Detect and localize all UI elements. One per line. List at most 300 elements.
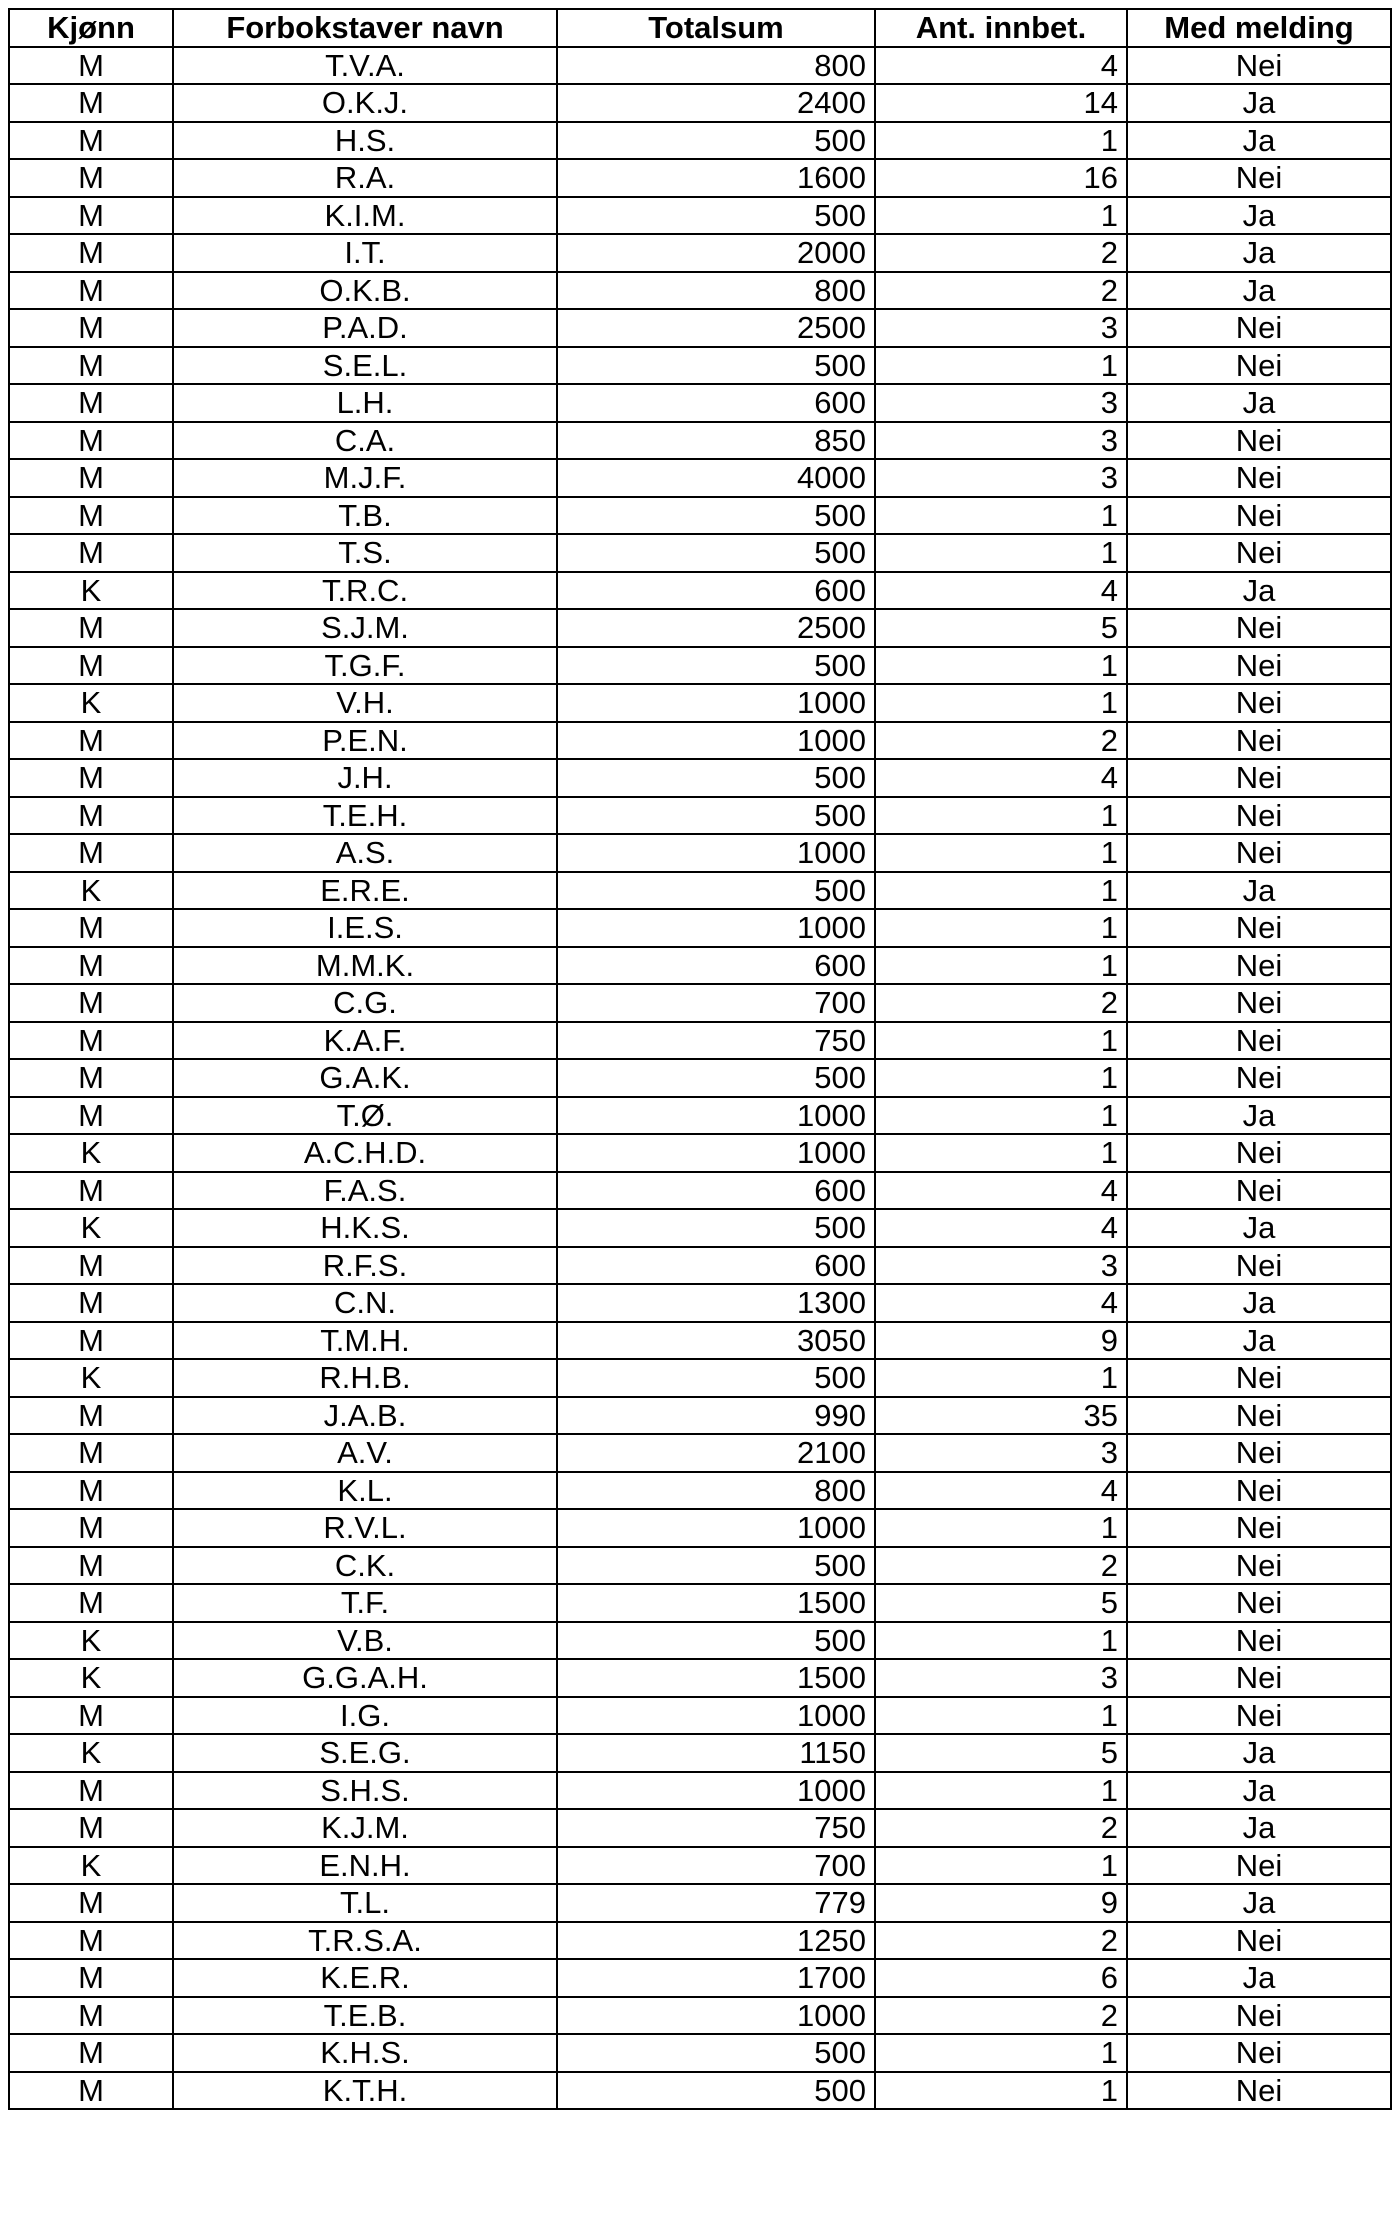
cell-kjonn: M [9, 384, 173, 422]
cell-kjonn: M [9, 1884, 173, 1922]
cell-totalsum: 779 [557, 1884, 875, 1922]
table-row [9, 1247, 1391, 1285]
cell-totalsum: 750 [557, 1022, 875, 1060]
cell-med-melding: Nei [1127, 1847, 1391, 1885]
cell-ant-innbet: 1 [875, 909, 1127, 947]
cell-med-melding: Nei [1127, 1659, 1391, 1697]
cell-med-melding: Nei [1127, 759, 1391, 797]
table-row [9, 497, 1391, 535]
table-row [9, 1697, 1391, 1735]
cell-ant-innbet: 4 [875, 572, 1127, 610]
cell-totalsum: 2100 [557, 1434, 875, 1472]
cell-med-melding: Ja [1127, 1809, 1391, 1847]
cell-med-melding: Nei [1127, 497, 1391, 535]
cell-kjonn: M [9, 197, 173, 235]
cell-ant-innbet: 1 [875, 834, 1127, 872]
cell-ant-innbet: 2 [875, 234, 1127, 272]
header-ant-innbet: Ant. innbet. [875, 9, 1127, 47]
cell-totalsum: 1000 [557, 909, 875, 947]
cell-kjonn: M [9, 234, 173, 272]
cell-forbokstaver-navn: O.K.B. [173, 272, 557, 310]
cell-forbokstaver-navn: P.E.N. [173, 722, 557, 760]
table-row [9, 1959, 1391, 1997]
cell-forbokstaver-navn: E.N.H. [173, 1847, 557, 1885]
cell-med-melding: Ja [1127, 872, 1391, 910]
cell-ant-innbet: 3 [875, 384, 1127, 422]
table-row [9, 234, 1391, 272]
cell-med-melding: Nei [1127, 1509, 1391, 1547]
cell-totalsum: 500 [557, 197, 875, 235]
cell-med-melding: Ja [1127, 384, 1391, 422]
cell-totalsum: 800 [557, 1472, 875, 1510]
table-row [9, 159, 1391, 197]
table-row [9, 197, 1391, 235]
cell-totalsum: 4000 [557, 459, 875, 497]
cell-forbokstaver-navn: K.L. [173, 1472, 557, 1510]
cell-forbokstaver-navn: S.H.S. [173, 1772, 557, 1810]
cell-med-melding: Ja [1127, 1959, 1391, 1997]
cell-forbokstaver-navn: T.S. [173, 534, 557, 572]
cell-totalsum: 1000 [557, 1997, 875, 2035]
table-row [9, 909, 1391, 947]
cell-totalsum: 600 [557, 1247, 875, 1285]
cell-med-melding: Nei [1127, 684, 1391, 722]
cell-totalsum: 800 [557, 272, 875, 310]
cell-ant-innbet: 1 [875, 647, 1127, 685]
table-row [9, 347, 1391, 385]
cell-ant-innbet: 6 [875, 1959, 1127, 1997]
cell-forbokstaver-navn: M.J.F. [173, 459, 557, 497]
cell-ant-innbet: 1 [875, 684, 1127, 722]
cell-forbokstaver-navn: T.R.C. [173, 572, 557, 610]
cell-ant-innbet: 5 [875, 1584, 1127, 1622]
cell-forbokstaver-navn: T.L. [173, 1884, 557, 1922]
cell-ant-innbet: 16 [875, 159, 1127, 197]
cell-ant-innbet: 1 [875, 947, 1127, 985]
cell-kjonn: K [9, 1359, 173, 1397]
cell-med-melding: Nei [1127, 2072, 1391, 2110]
cell-kjonn: M [9, 1772, 173, 1810]
cell-med-melding: Nei [1127, 1697, 1391, 1735]
cell-totalsum: 500 [557, 2034, 875, 2072]
cell-forbokstaver-navn: R.F.S. [173, 1247, 557, 1285]
cell-med-melding: Nei [1127, 1359, 1391, 1397]
cell-med-melding: Nei [1127, 47, 1391, 85]
cell-ant-innbet: 1 [875, 1134, 1127, 1172]
cell-totalsum: 1150 [557, 1734, 875, 1772]
cell-ant-innbet: 4 [875, 47, 1127, 85]
cell-forbokstaver-navn: E.R.E. [173, 872, 557, 910]
cell-totalsum: 500 [557, 1209, 875, 1247]
cell-ant-innbet: 2 [875, 722, 1127, 760]
header-med-melding: Med melding [1127, 9, 1391, 47]
cell-ant-innbet: 4 [875, 1209, 1127, 1247]
cell-ant-innbet: 1 [875, 2072, 1127, 2110]
cell-forbokstaver-navn: S.E.L. [173, 347, 557, 385]
table-row [9, 1509, 1391, 1547]
table-row [9, 1547, 1391, 1585]
cell-forbokstaver-navn: K.E.R. [173, 1959, 557, 1997]
cell-forbokstaver-navn: M.M.K. [173, 947, 557, 985]
cell-forbokstaver-navn: S.J.M. [173, 609, 557, 647]
cell-totalsum: 1000 [557, 1134, 875, 1172]
cell-kjonn: M [9, 1284, 173, 1322]
table-row [9, 1922, 1391, 1960]
cell-kjonn: K [9, 1622, 173, 1660]
cell-kjonn: M [9, 609, 173, 647]
cell-totalsum: 750 [557, 1809, 875, 1847]
cell-kjonn: K [9, 1134, 173, 1172]
cell-kjonn: M [9, 834, 173, 872]
cell-ant-innbet: 35 [875, 1397, 1127, 1435]
cell-med-melding: Nei [1127, 1059, 1391, 1097]
cell-med-melding: Nei [1127, 834, 1391, 872]
cell-forbokstaver-navn: P.A.D. [173, 309, 557, 347]
table-row [9, 984, 1391, 1022]
cell-med-melding: Ja [1127, 272, 1391, 310]
cell-med-melding: Nei [1127, 347, 1391, 385]
table-row [9, 1359, 1391, 1397]
cell-totalsum: 1250 [557, 1922, 875, 1960]
table-row [9, 947, 1391, 985]
cell-kjonn: M [9, 1322, 173, 1360]
cell-ant-innbet: 14 [875, 84, 1127, 122]
cell-forbokstaver-navn: O.K.J. [173, 84, 557, 122]
cell-totalsum: 1000 [557, 834, 875, 872]
cell-totalsum: 3050 [557, 1322, 875, 1360]
cell-forbokstaver-navn: T.R.S.A. [173, 1922, 557, 1960]
cell-kjonn: M [9, 1247, 173, 1285]
cell-med-melding: Ja [1127, 1097, 1391, 1135]
cell-ant-innbet: 1 [875, 497, 1127, 535]
cell-forbokstaver-navn: T.B. [173, 497, 557, 535]
cell-kjonn: M [9, 1059, 173, 1097]
table-row [9, 309, 1391, 347]
cell-kjonn: M [9, 759, 173, 797]
cell-kjonn: M [9, 534, 173, 572]
cell-ant-innbet: 4 [875, 1284, 1127, 1322]
donation-table [8, 8, 1392, 2110]
cell-med-melding: Nei [1127, 1247, 1391, 1285]
cell-ant-innbet: 3 [875, 309, 1127, 347]
cell-ant-innbet: 9 [875, 1322, 1127, 1360]
cell-ant-innbet: 1 [875, 872, 1127, 910]
cell-ant-innbet: 3 [875, 1247, 1127, 1285]
cell-forbokstaver-navn: G.G.A.H. [173, 1659, 557, 1697]
cell-forbokstaver-navn: A.S. [173, 834, 557, 872]
cell-totalsum: 1700 [557, 1959, 875, 1997]
cell-forbokstaver-navn: R.V.L. [173, 1509, 557, 1547]
cell-kjonn: M [9, 422, 173, 460]
cell-forbokstaver-navn: I.T. [173, 234, 557, 272]
cell-ant-innbet: 1 [875, 1622, 1127, 1660]
cell-med-melding: Nei [1127, 797, 1391, 835]
cell-kjonn: K [9, 1659, 173, 1697]
cell-med-melding: Nei [1127, 609, 1391, 647]
cell-forbokstaver-navn: K.T.H. [173, 2072, 557, 2110]
table-row [9, 47, 1391, 85]
cell-forbokstaver-navn: C.G. [173, 984, 557, 1022]
cell-kjonn: K [9, 684, 173, 722]
cell-med-melding: Ja [1127, 1772, 1391, 1810]
cell-totalsum: 500 [557, 759, 875, 797]
cell-ant-innbet: 9 [875, 1884, 1127, 1922]
cell-kjonn: K [9, 1734, 173, 1772]
cell-kjonn: M [9, 459, 173, 497]
cell-med-melding: Nei [1127, 422, 1391, 460]
table-row [9, 1884, 1391, 1922]
table-row [9, 2072, 1391, 2110]
cell-kjonn: M [9, 1547, 173, 1585]
cell-ant-innbet: 2 [875, 1997, 1127, 2035]
cell-med-melding: Nei [1127, 1134, 1391, 1172]
cell-forbokstaver-navn: L.H. [173, 384, 557, 422]
cell-ant-innbet: 2 [875, 1809, 1127, 1847]
cell-forbokstaver-navn: V.B. [173, 1622, 557, 1660]
cell-kjonn: M [9, 1997, 173, 2035]
header-forbokstaver-navn: Forbokstaver navn [173, 9, 557, 47]
cell-totalsum: 500 [557, 122, 875, 160]
table-row [9, 1134, 1391, 1172]
cell-totalsum: 500 [557, 1359, 875, 1397]
cell-totalsum: 1500 [557, 1584, 875, 1622]
cell-med-melding: Ja [1127, 1322, 1391, 1360]
cell-totalsum: 990 [557, 1397, 875, 1435]
cell-ant-innbet: 1 [875, 1847, 1127, 1885]
cell-totalsum: 2500 [557, 609, 875, 647]
cell-med-melding: Ja [1127, 1284, 1391, 1322]
table-row [9, 1847, 1391, 1885]
table-row [9, 872, 1391, 910]
cell-forbokstaver-navn: C.A. [173, 422, 557, 460]
cell-kjonn: M [9, 1172, 173, 1210]
cell-med-melding: Nei [1127, 1997, 1391, 2035]
cell-kjonn: M [9, 309, 173, 347]
cell-totalsum: 500 [557, 872, 875, 910]
cell-kjonn: M [9, 1697, 173, 1735]
table-row [9, 1472, 1391, 1510]
cell-forbokstaver-navn: F.A.S. [173, 1172, 557, 1210]
cell-forbokstaver-navn: J.H. [173, 759, 557, 797]
cell-forbokstaver-navn: T.E.B. [173, 1997, 557, 2035]
table-row [9, 1397, 1391, 1435]
cell-med-melding: Nei [1127, 722, 1391, 760]
table-row [9, 1772, 1391, 1810]
cell-med-melding: Nei [1127, 2034, 1391, 2072]
cell-forbokstaver-navn: T.V.A. [173, 47, 557, 85]
cell-totalsum: 500 [557, 647, 875, 685]
header-row [9, 9, 1391, 47]
cell-med-melding: Nei [1127, 534, 1391, 572]
cell-forbokstaver-navn: R.H.B. [173, 1359, 557, 1397]
table-row [9, 1659, 1391, 1697]
cell-ant-innbet: 1 [875, 1059, 1127, 1097]
cell-forbokstaver-navn: R.A. [173, 159, 557, 197]
cell-forbokstaver-navn: I.G. [173, 1697, 557, 1735]
cell-ant-innbet: 2 [875, 1547, 1127, 1585]
cell-forbokstaver-navn: V.H. [173, 684, 557, 722]
cell-totalsum: 1000 [557, 1097, 875, 1135]
cell-kjonn: M [9, 347, 173, 385]
table-row [9, 1322, 1391, 1360]
cell-kjonn: M [9, 722, 173, 760]
cell-med-melding: Ja [1127, 1209, 1391, 1247]
cell-ant-innbet: 2 [875, 1922, 1127, 1960]
cell-kjonn: M [9, 947, 173, 985]
cell-ant-innbet: 3 [875, 422, 1127, 460]
cell-forbokstaver-navn: C.N. [173, 1284, 557, 1322]
cell-kjonn: M [9, 1472, 173, 1510]
cell-totalsum: 600 [557, 947, 875, 985]
table-row [9, 422, 1391, 460]
cell-forbokstaver-navn: A.V. [173, 1434, 557, 1472]
cell-kjonn: M [9, 1022, 173, 1060]
cell-med-melding: Nei [1127, 1472, 1391, 1510]
cell-totalsum: 2500 [557, 309, 875, 347]
cell-med-melding: Nei [1127, 984, 1391, 1022]
cell-kjonn: M [9, 1922, 173, 1960]
cell-ant-innbet: 5 [875, 609, 1127, 647]
cell-totalsum: 1000 [557, 684, 875, 722]
cell-kjonn: M [9, 1397, 173, 1435]
cell-totalsum: 2400 [557, 84, 875, 122]
cell-med-melding: Nei [1127, 1172, 1391, 1210]
cell-forbokstaver-navn: T.G.F. [173, 647, 557, 685]
cell-med-melding: Nei [1127, 1622, 1391, 1660]
cell-forbokstaver-navn: T.E.H. [173, 797, 557, 835]
cell-med-melding: Nei [1127, 159, 1391, 197]
cell-forbokstaver-navn: I.E.S. [173, 909, 557, 947]
cell-kjonn: M [9, 2034, 173, 2072]
cell-totalsum: 1000 [557, 1509, 875, 1547]
header-kjonn: Kjønn [9, 9, 173, 47]
cell-forbokstaver-navn: S.E.G. [173, 1734, 557, 1772]
table-row [9, 797, 1391, 835]
cell-totalsum: 1600 [557, 159, 875, 197]
cell-forbokstaver-navn: G.A.K. [173, 1059, 557, 1097]
table-body [9, 47, 1391, 2110]
cell-ant-innbet: 1 [875, 197, 1127, 235]
cell-kjonn: M [9, 797, 173, 835]
cell-forbokstaver-navn: A.C.H.D. [173, 1134, 557, 1172]
cell-kjonn: K [9, 872, 173, 910]
cell-med-melding: Nei [1127, 1584, 1391, 1622]
cell-totalsum: 600 [557, 384, 875, 422]
table-row [9, 609, 1391, 647]
cell-totalsum: 500 [557, 2072, 875, 2110]
cell-forbokstaver-navn: J.A.B. [173, 1397, 557, 1435]
table-row [9, 759, 1391, 797]
cell-ant-innbet: 1 [875, 1772, 1127, 1810]
table-row [9, 1209, 1391, 1247]
cell-med-melding: Nei [1127, 947, 1391, 985]
table-row [9, 647, 1391, 685]
cell-ant-innbet: 1 [875, 1097, 1127, 1135]
cell-med-melding: Ja [1127, 1734, 1391, 1772]
table-row [9, 534, 1391, 572]
cell-ant-innbet: 1 [875, 1509, 1127, 1547]
cell-totalsum: 500 [557, 1547, 875, 1585]
cell-ant-innbet: 2 [875, 272, 1127, 310]
cell-ant-innbet: 1 [875, 534, 1127, 572]
cell-med-melding: Nei [1127, 1397, 1391, 1435]
cell-kjonn: M [9, 159, 173, 197]
table-row [9, 1172, 1391, 1210]
cell-kjonn: M [9, 1097, 173, 1135]
cell-ant-innbet: 1 [875, 347, 1127, 385]
cell-med-melding: Nei [1127, 909, 1391, 947]
cell-ant-innbet: 1 [875, 1697, 1127, 1735]
cell-totalsum: 500 [557, 347, 875, 385]
table-row [9, 834, 1391, 872]
cell-med-melding: Nei [1127, 1434, 1391, 1472]
cell-med-melding: Nei [1127, 1922, 1391, 1960]
table-row [9, 1434, 1391, 1472]
cell-med-melding: Ja [1127, 84, 1391, 122]
cell-forbokstaver-navn: H.S. [173, 122, 557, 160]
table-row [9, 1997, 1391, 2035]
cell-forbokstaver-navn: K.J.M. [173, 1809, 557, 1847]
table-row [9, 1022, 1391, 1060]
cell-kjonn: M [9, 497, 173, 535]
cell-forbokstaver-navn: K.H.S. [173, 2034, 557, 2072]
cell-med-melding: Nei [1127, 1547, 1391, 1585]
cell-med-melding: Ja [1127, 122, 1391, 160]
cell-totalsum: 1000 [557, 1697, 875, 1735]
cell-med-melding: Nei [1127, 459, 1391, 497]
cell-med-melding: Ja [1127, 197, 1391, 235]
cell-totalsum: 600 [557, 1172, 875, 1210]
cell-totalsum: 1000 [557, 1772, 875, 1810]
cell-kjonn: K [9, 1847, 173, 1885]
cell-med-melding: Nei [1127, 1022, 1391, 1060]
cell-kjonn: M [9, 2072, 173, 2110]
cell-totalsum: 500 [557, 797, 875, 835]
cell-ant-innbet: 4 [875, 1172, 1127, 1210]
cell-kjonn: M [9, 84, 173, 122]
cell-med-melding: Nei [1127, 309, 1391, 347]
table-row [9, 1622, 1391, 1660]
cell-kjonn: M [9, 272, 173, 310]
cell-totalsum: 500 [557, 1622, 875, 1660]
cell-forbokstaver-navn: T.M.H. [173, 1322, 557, 1360]
cell-ant-innbet: 3 [875, 1659, 1127, 1697]
cell-kjonn: M [9, 1959, 173, 1997]
cell-ant-innbet: 5 [875, 1734, 1127, 1772]
cell-ant-innbet: 1 [875, 797, 1127, 835]
cell-ant-innbet: 2 [875, 984, 1127, 1022]
cell-kjonn: M [9, 122, 173, 160]
cell-totalsum: 500 [557, 1059, 875, 1097]
cell-ant-innbet: 1 [875, 122, 1127, 160]
cell-forbokstaver-navn: K.A.F. [173, 1022, 557, 1060]
table-row [9, 1734, 1391, 1772]
cell-forbokstaver-navn: H.K.S. [173, 1209, 557, 1247]
table-row [9, 1059, 1391, 1097]
cell-totalsum: 800 [557, 47, 875, 85]
table-row [9, 1584, 1391, 1622]
table-row [9, 84, 1391, 122]
cell-kjonn: M [9, 1584, 173, 1622]
cell-kjonn: M [9, 47, 173, 85]
table-row [9, 272, 1391, 310]
table-row [9, 1097, 1391, 1135]
cell-kjonn: M [9, 1509, 173, 1547]
cell-totalsum: 700 [557, 984, 875, 1022]
cell-totalsum: 500 [557, 497, 875, 535]
table-row [9, 722, 1391, 760]
cell-kjonn: M [9, 647, 173, 685]
